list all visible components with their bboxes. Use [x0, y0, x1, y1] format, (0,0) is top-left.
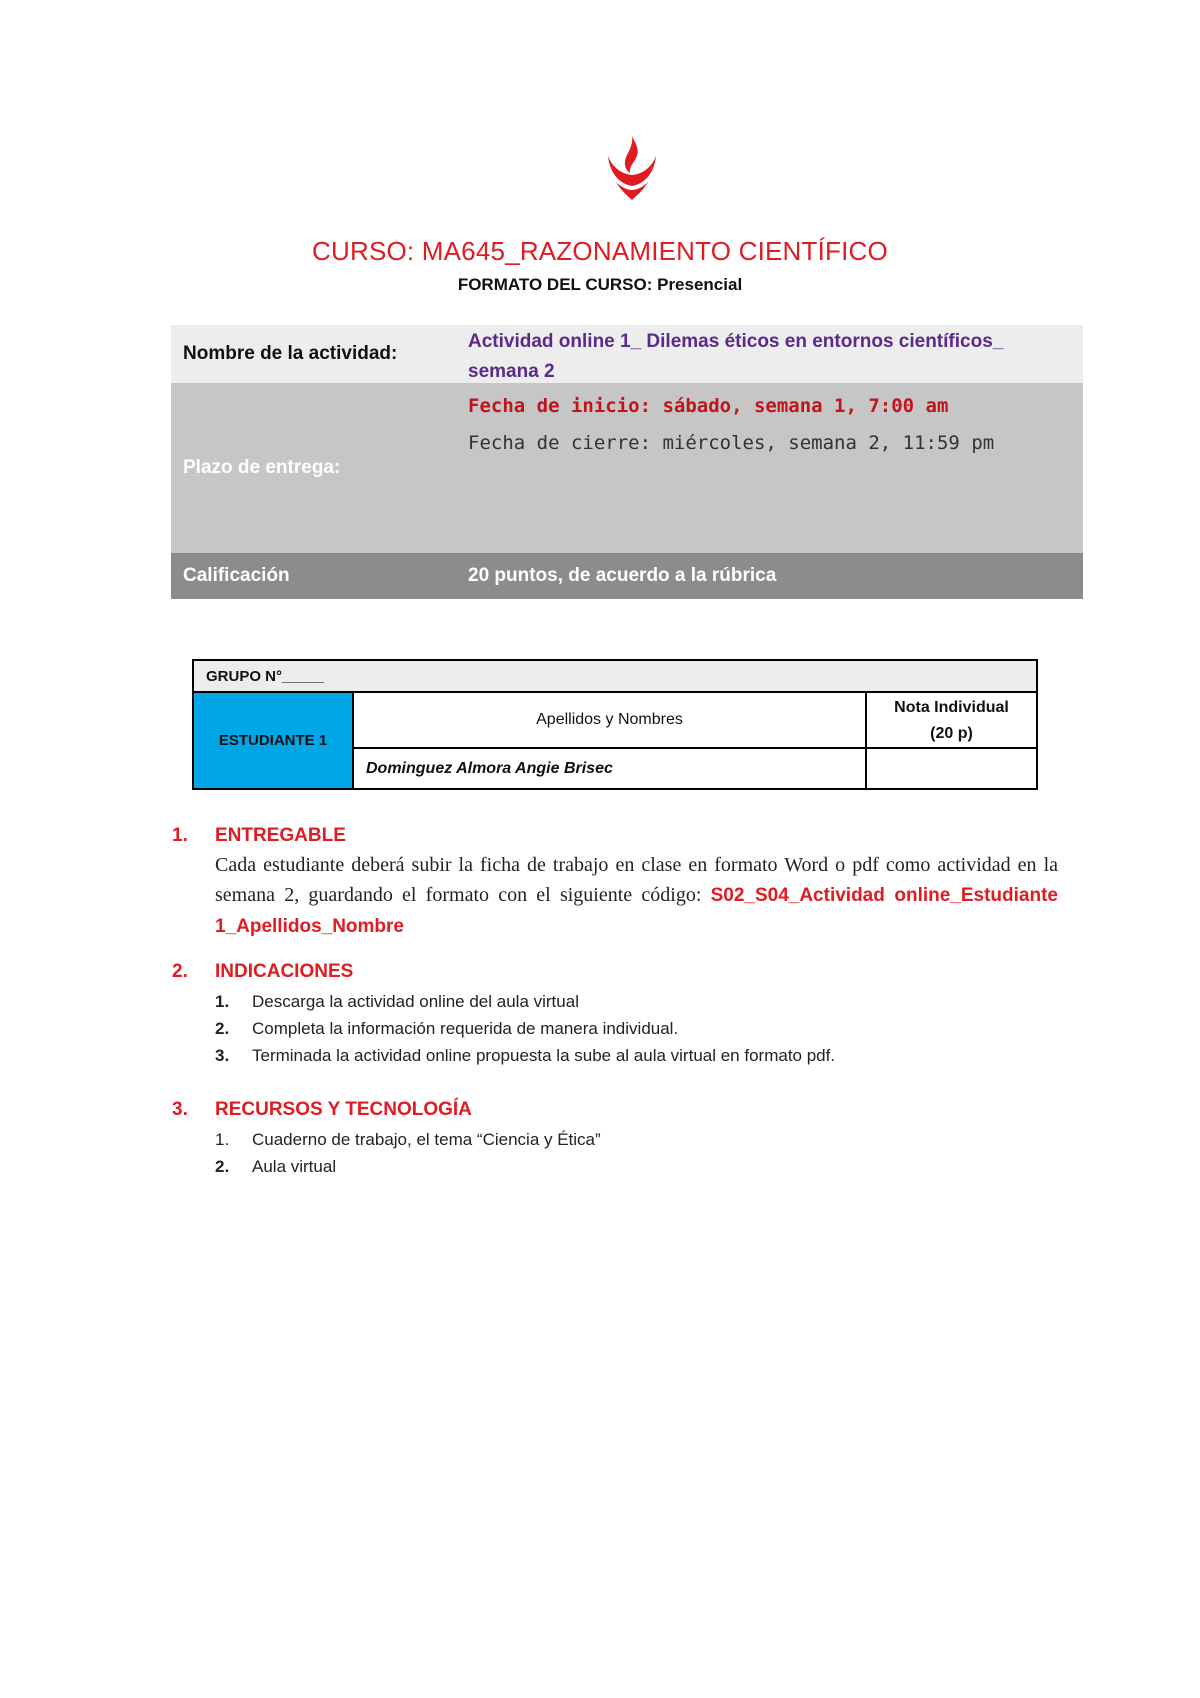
section-body [172, 850, 1058, 942]
section-number: 1. [172, 825, 188, 846]
list-item [215, 1126, 1058, 1153]
end-date: Fecha de cierre: miércoles, semana 2, 11:59 pm [468, 432, 995, 454]
list-item-number: 1. [215, 1130, 230, 1149]
grade-header-line2: (20 p) [930, 725, 973, 742]
start-date: Fecha de inicio: sábado, semana 1, 7:00 am [468, 395, 949, 417]
section-title [172, 822, 1058, 850]
grade-value: 20 puntos, de acuerdo a la rúbrica [468, 565, 777, 586]
list-item [215, 1015, 1058, 1042]
activity-name-row [171, 325, 1083, 383]
list-item-number: 1. [215, 992, 230, 1011]
grade-row [171, 553, 1083, 599]
list-item [215, 1153, 1058, 1180]
course-format: FORMATO DEL CURSO: Presencial [457, 275, 743, 294]
activity-name-value: Actividad online 1_ Dilemas éticos en entornos científicos_ semana 2 [468, 331, 1004, 382]
list-item [215, 1042, 1058, 1069]
deadline-row [171, 383, 1083, 553]
list-item [215, 988, 1058, 1015]
grade-header-line1: Nota Individual [894, 699, 1009, 716]
deliverable-code: S02_S04_Actividad online_Estudiante 1_Apellidos_Nombre [215, 885, 1058, 937]
student-grade-cell[interactable] [867, 749, 1036, 788]
section-heading: RECURSOS Y TECNOLOGÍA [215, 1099, 472, 1120]
group-table [192, 659, 1038, 790]
list-item-number: 2. [215, 1019, 230, 1038]
student-name-cell[interactable]: Dominguez Almora Angie Brisec [354, 749, 867, 788]
student-label-cell: ESTUDIANTE 1 [194, 693, 354, 788]
deadline-label: Plazo de entrega: [183, 457, 341, 478]
list-item-text: Completa la información requerida de manera individual. [252, 1019, 679, 1038]
section-indicaciones [172, 958, 1058, 1069]
list-item-number: 2. [215, 1157, 230, 1176]
list-item-number: 3. [215, 1046, 230, 1065]
indications-list [172, 988, 1058, 1069]
list-item-text: Cuaderno de trabajo, el tema “Ciencia y Ética” [252, 1130, 601, 1149]
list-item-text: Terminada la actividad online propuesta la sube al aula virtual en formato pdf. [252, 1046, 836, 1065]
section-heading: INDICACIONES [215, 961, 354, 982]
section-title [172, 958, 1058, 986]
section-entregable [172, 822, 1058, 942]
activity-info-table [171, 325, 1083, 599]
grade-header-cell [867, 693, 1036, 749]
list-item-text: Descarga la actividad online del aula virtual [252, 992, 579, 1011]
resources-list [172, 1126, 1058, 1180]
section-heading: ENTREGABLE [215, 825, 346, 846]
grade-label: Calificación [183, 565, 290, 586]
section-title [172, 1096, 1058, 1124]
section-number: 2. [172, 961, 188, 982]
list-item-text: Aula virtual [252, 1157, 337, 1176]
section-recursos [172, 1096, 1058, 1180]
activity-name-label: Nombre de la actividad: [183, 343, 398, 364]
section-number: 3. [172, 1099, 188, 1120]
deliverable-text: Cada estudiante deberá subir la ficha de trabajo en clase en formato Word o pdf como actividad en la semana 2, guardando el formato con el siguiente código: [215, 854, 1058, 906]
deadline-dates [456, 383, 1083, 553]
course-title: CURSO: MA645_RAZONAMIENTO CIENTÍFICO [312, 236, 888, 266]
group-number-header: GRUPO N°_____ [194, 661, 1036, 693]
names-header-cell: Apellidos y Nombres [354, 693, 867, 749]
upc-flame-logo-icon [596, 130, 668, 202]
